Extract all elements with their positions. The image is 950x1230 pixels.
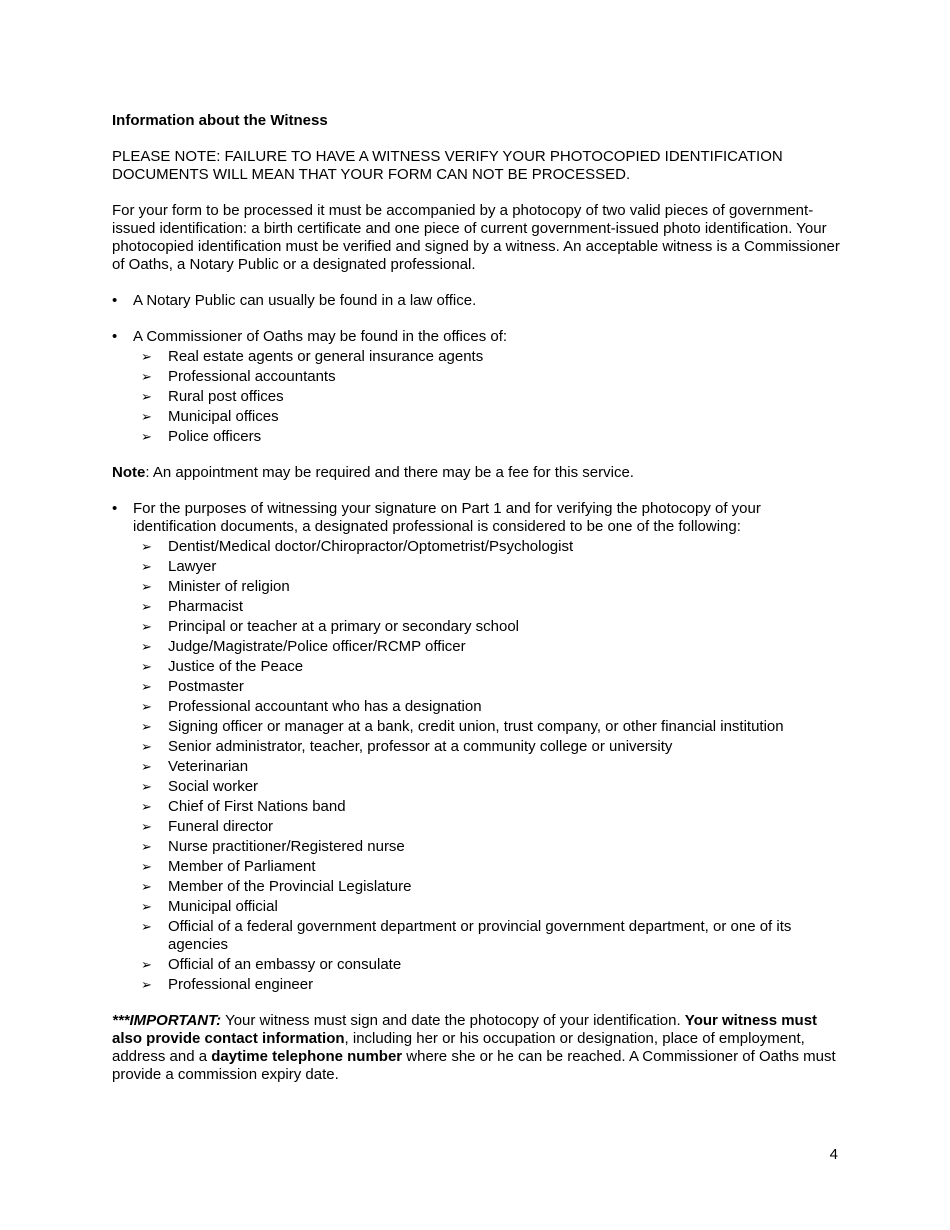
list-item-text: Dentist/Medical doctor/Chiropractor/Optometrist/Psychologist xyxy=(168,538,574,555)
list-item xyxy=(133,598,842,616)
list-item-text: Chief of First Nations band xyxy=(168,798,346,815)
list-item-text: Funeral director xyxy=(168,818,274,835)
intro-paragraph: For your form to be processed it must be accompanied by a photocopy of two valid pieces of government-issued identification: a birth certificate and one piece of current government-issued photo identification. Your photocopied identification must be verified and signed by a witness. An acceptable witness is a Commissioner of Oaths, a Notary Public or a designated professional. xyxy=(112,202,840,273)
important-label: ***IMPORTANT: xyxy=(112,1012,222,1029)
important-text-3: where she or he can be reached. A Commissioner of Oaths must provide a commission expiry date. xyxy=(112,1048,836,1083)
list-item-text: Official of an embassy or consulate xyxy=(168,956,402,973)
arrow-bullet-icon: ➢ xyxy=(141,409,152,424)
important-bold-1: Your witness must also provide contact information xyxy=(112,1012,818,1047)
list-item-text: Municipal official xyxy=(168,898,278,915)
list-item-text: Professional accountant who has a designation xyxy=(168,698,482,715)
list-item-text: Police officers xyxy=(168,428,262,445)
list-item-text: Principal or teacher at a primary or secondary school xyxy=(168,618,519,635)
list-item xyxy=(133,758,842,776)
list-item-text: Rural post offices xyxy=(168,388,284,405)
list-item-text: Official of a federal government department or provincial government department, or one of its agencies xyxy=(168,918,792,953)
arrow-bullet-icon: ➢ xyxy=(141,389,152,404)
list-item xyxy=(133,976,842,994)
list-item-text: Veterinarian xyxy=(168,758,249,775)
list-item xyxy=(133,798,842,816)
list-item-text: Member of Parliament xyxy=(168,858,316,875)
list-item xyxy=(133,956,842,974)
list-item xyxy=(133,878,842,896)
document-body xyxy=(112,112,842,1102)
arrow-bullet-icon: ➢ xyxy=(141,659,152,674)
arrow-bullet-icon: ➢ xyxy=(141,349,152,364)
list-item xyxy=(133,618,842,636)
list-item xyxy=(133,368,842,386)
list-item xyxy=(133,428,842,446)
arrow-bullet-icon: ➢ xyxy=(141,977,152,992)
list-item xyxy=(133,638,842,656)
list-item-text: Professional accountants xyxy=(168,368,336,385)
note-paragraph xyxy=(112,464,842,482)
notary-bullet xyxy=(112,292,842,310)
list-item-text: Social worker xyxy=(168,778,259,795)
section-heading: Information about the Witness xyxy=(112,112,328,129)
list-item xyxy=(133,818,842,836)
arrow-bullet-icon: ➢ xyxy=(141,599,152,614)
note-label: Note xyxy=(112,464,146,481)
designated-bullets xyxy=(112,500,842,994)
please-note-warning: PLEASE NOTE: FAILURE TO HAVE A WITNESS VERIFY YOUR PHOTOCOPIED IDENTIFICATION DOCUMENTS WILL MEAN THAT YOUR FORM CAN NOT BE PROCESSED. xyxy=(112,148,783,183)
designated-list xyxy=(133,538,842,994)
list-item-text: Lawyer xyxy=(168,558,217,575)
designated-lead: For the purposes of witnessing your signature on Part 1 and for verifying the photocopy of your identification documents, a designated professional is considered to be one of the following: xyxy=(133,500,761,535)
list-item xyxy=(133,388,842,406)
list-item-text: Real estate agents or general insurance agents xyxy=(168,348,484,365)
arrow-bullet-icon: ➢ xyxy=(141,899,152,914)
important-bold-2: daytime telephone number xyxy=(211,1048,403,1065)
arrow-bullet-icon: ➢ xyxy=(141,619,152,634)
list-item xyxy=(133,538,842,556)
arrow-bullet-icon: ➢ xyxy=(141,759,152,774)
list-item xyxy=(133,658,842,676)
list-item-text: Member of the Provincial Legislature xyxy=(168,878,412,895)
arrow-bullet-icon: ➢ xyxy=(141,879,152,894)
list-item-text: Pharmacist xyxy=(168,598,244,615)
list-item xyxy=(133,838,842,856)
arrow-bullet-icon: ➢ xyxy=(141,369,152,384)
arrow-bullet-icon: ➢ xyxy=(141,679,152,694)
notary-text: A Notary Public can usually be found in a law office. xyxy=(133,292,477,309)
arrow-bullet-icon: ➢ xyxy=(141,429,152,444)
list-item xyxy=(133,558,842,576)
list-item xyxy=(133,918,842,954)
arrow-bullet-icon: ➢ xyxy=(141,957,152,972)
arrow-bullet-icon: ➢ xyxy=(141,699,152,714)
list-item xyxy=(133,678,842,696)
note-text: : An appointment may be required and there may be a fee for this service. xyxy=(145,464,634,481)
arrow-bullet-icon: ➢ xyxy=(141,639,152,654)
arrow-bullet-icon: ➢ xyxy=(141,839,152,854)
important-text-2: , including her or his occupation or designation, place of employment, address and a xyxy=(112,1030,805,1065)
arrow-bullet-icon: ➢ xyxy=(141,739,152,754)
list-item-text: Minister of religion xyxy=(168,578,290,595)
important-text-1: Your witness must sign and date the photocopy of your identification. xyxy=(221,1012,685,1029)
list-item xyxy=(133,778,842,796)
arrow-bullet-icon: ➢ xyxy=(141,799,152,814)
list-item-text: Judge/Magistrate/Police officer/RCMP officer xyxy=(168,638,466,655)
list-item-text: Postmaster xyxy=(168,678,244,695)
list-item xyxy=(133,578,842,596)
list-item-text: Signing officer or manager at a bank, credit union, trust company, or other financial institution xyxy=(168,718,784,735)
list-item xyxy=(133,348,842,366)
list-item-text: Senior administrator, teacher, professor at a community college or university xyxy=(168,738,673,755)
witness-bullets xyxy=(112,292,842,446)
designated-bullet xyxy=(112,500,842,994)
arrow-bullet-icon: ➢ xyxy=(141,539,152,554)
arrow-bullet-icon: ➢ xyxy=(141,779,152,794)
commissioner-list xyxy=(133,348,842,446)
arrow-bullet-icon: ➢ xyxy=(141,819,152,834)
list-item xyxy=(133,898,842,916)
list-item-text: Professional engineer xyxy=(168,976,314,993)
page-number: 4 xyxy=(829,1146,838,1163)
list-item xyxy=(133,718,842,736)
commissioner-lead: A Commissioner of Oaths may be found in the offices of: xyxy=(133,328,508,345)
arrow-bullet-icon: ➢ xyxy=(141,859,152,874)
list-item xyxy=(133,698,842,716)
list-item xyxy=(133,858,842,876)
list-item-text: Municipal offices xyxy=(168,408,279,425)
list-item-text: Nurse practitioner/Registered nurse xyxy=(168,838,405,855)
arrow-bullet-icon: ➢ xyxy=(141,579,152,594)
important-paragraph xyxy=(112,1012,842,1084)
arrow-bullet-icon: ➢ xyxy=(141,559,152,574)
list-item xyxy=(133,738,842,756)
commissioner-bullet xyxy=(112,328,842,446)
arrow-bullet-icon: ➢ xyxy=(141,719,152,734)
list-item xyxy=(133,408,842,426)
arrow-bullet-icon: ➢ xyxy=(141,919,152,934)
list-item-text: Justice of the Peace xyxy=(168,658,304,675)
